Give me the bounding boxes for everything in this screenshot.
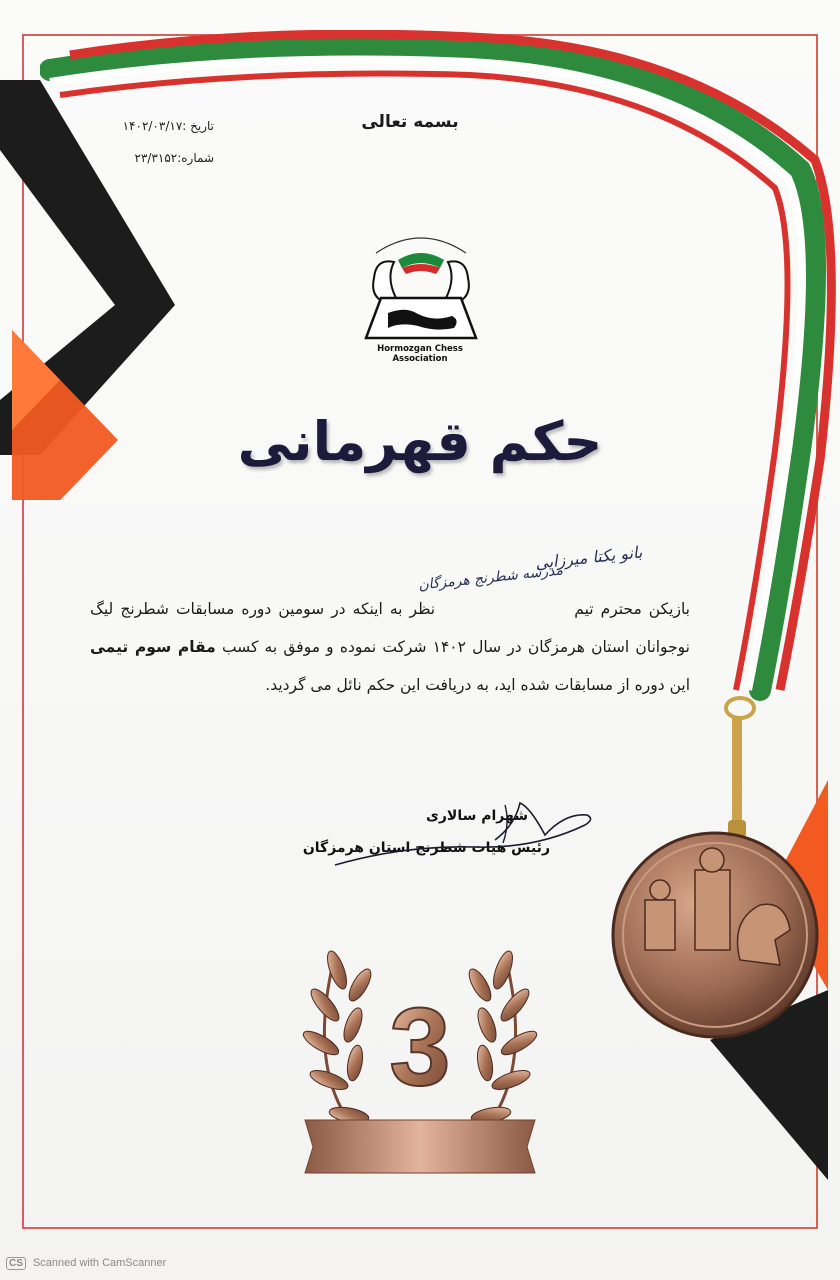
date-line: تاریخ :۱۴۰۲/۰۳/۱۷	[122, 119, 214, 133]
signer-title: رئیس هیات شطرنج استان هرمزگان	[302, 840, 550, 856]
medal-ribbon	[40, 30, 840, 730]
third-place-laurel	[265, 915, 575, 1185]
body-part-3: این دوره از مسابقات شده اید، به دریافت این حکم نائل می گردید.	[265, 676, 690, 694]
third-place-number: 3	[389, 986, 451, 1109]
body-part-2: نظر به اینکه در سومین دوره مسابقات شطرنج لیگ نوجوانان استان هرمزگان در سال ۱۴۰۲ شرکت نموده و موفق به کسب	[90, 600, 690, 656]
handwritten-signature	[325, 795, 605, 875]
handwritten-team-name: مدرسه شطرنج هرمزگان	[417, 562, 564, 594]
bronze-medal	[600, 690, 840, 1060]
camscanner-icon: CS	[6, 1257, 26, 1270]
scanner-text: Scanned with CamScanner	[32, 1257, 167, 1269]
signer-name: شهرام سالاری	[426, 808, 528, 824]
number-line: شماره:۲۳/۳۱۵۲	[134, 151, 214, 165]
body-bold-rank: مقام سوم تیمی	[90, 638, 216, 656]
logo-caption: Hormozgan Chess Association	[377, 344, 463, 364]
certificate-title: حکم قهرمانی	[237, 410, 603, 473]
scanner-watermark	[6, 1257, 166, 1270]
body-part-1: بازیکن محترم تیم	[574, 600, 690, 618]
bismillah: بسمه تعالی	[361, 112, 459, 132]
handwritten-player-name: بانو یکتا میرزایی	[534, 542, 644, 573]
